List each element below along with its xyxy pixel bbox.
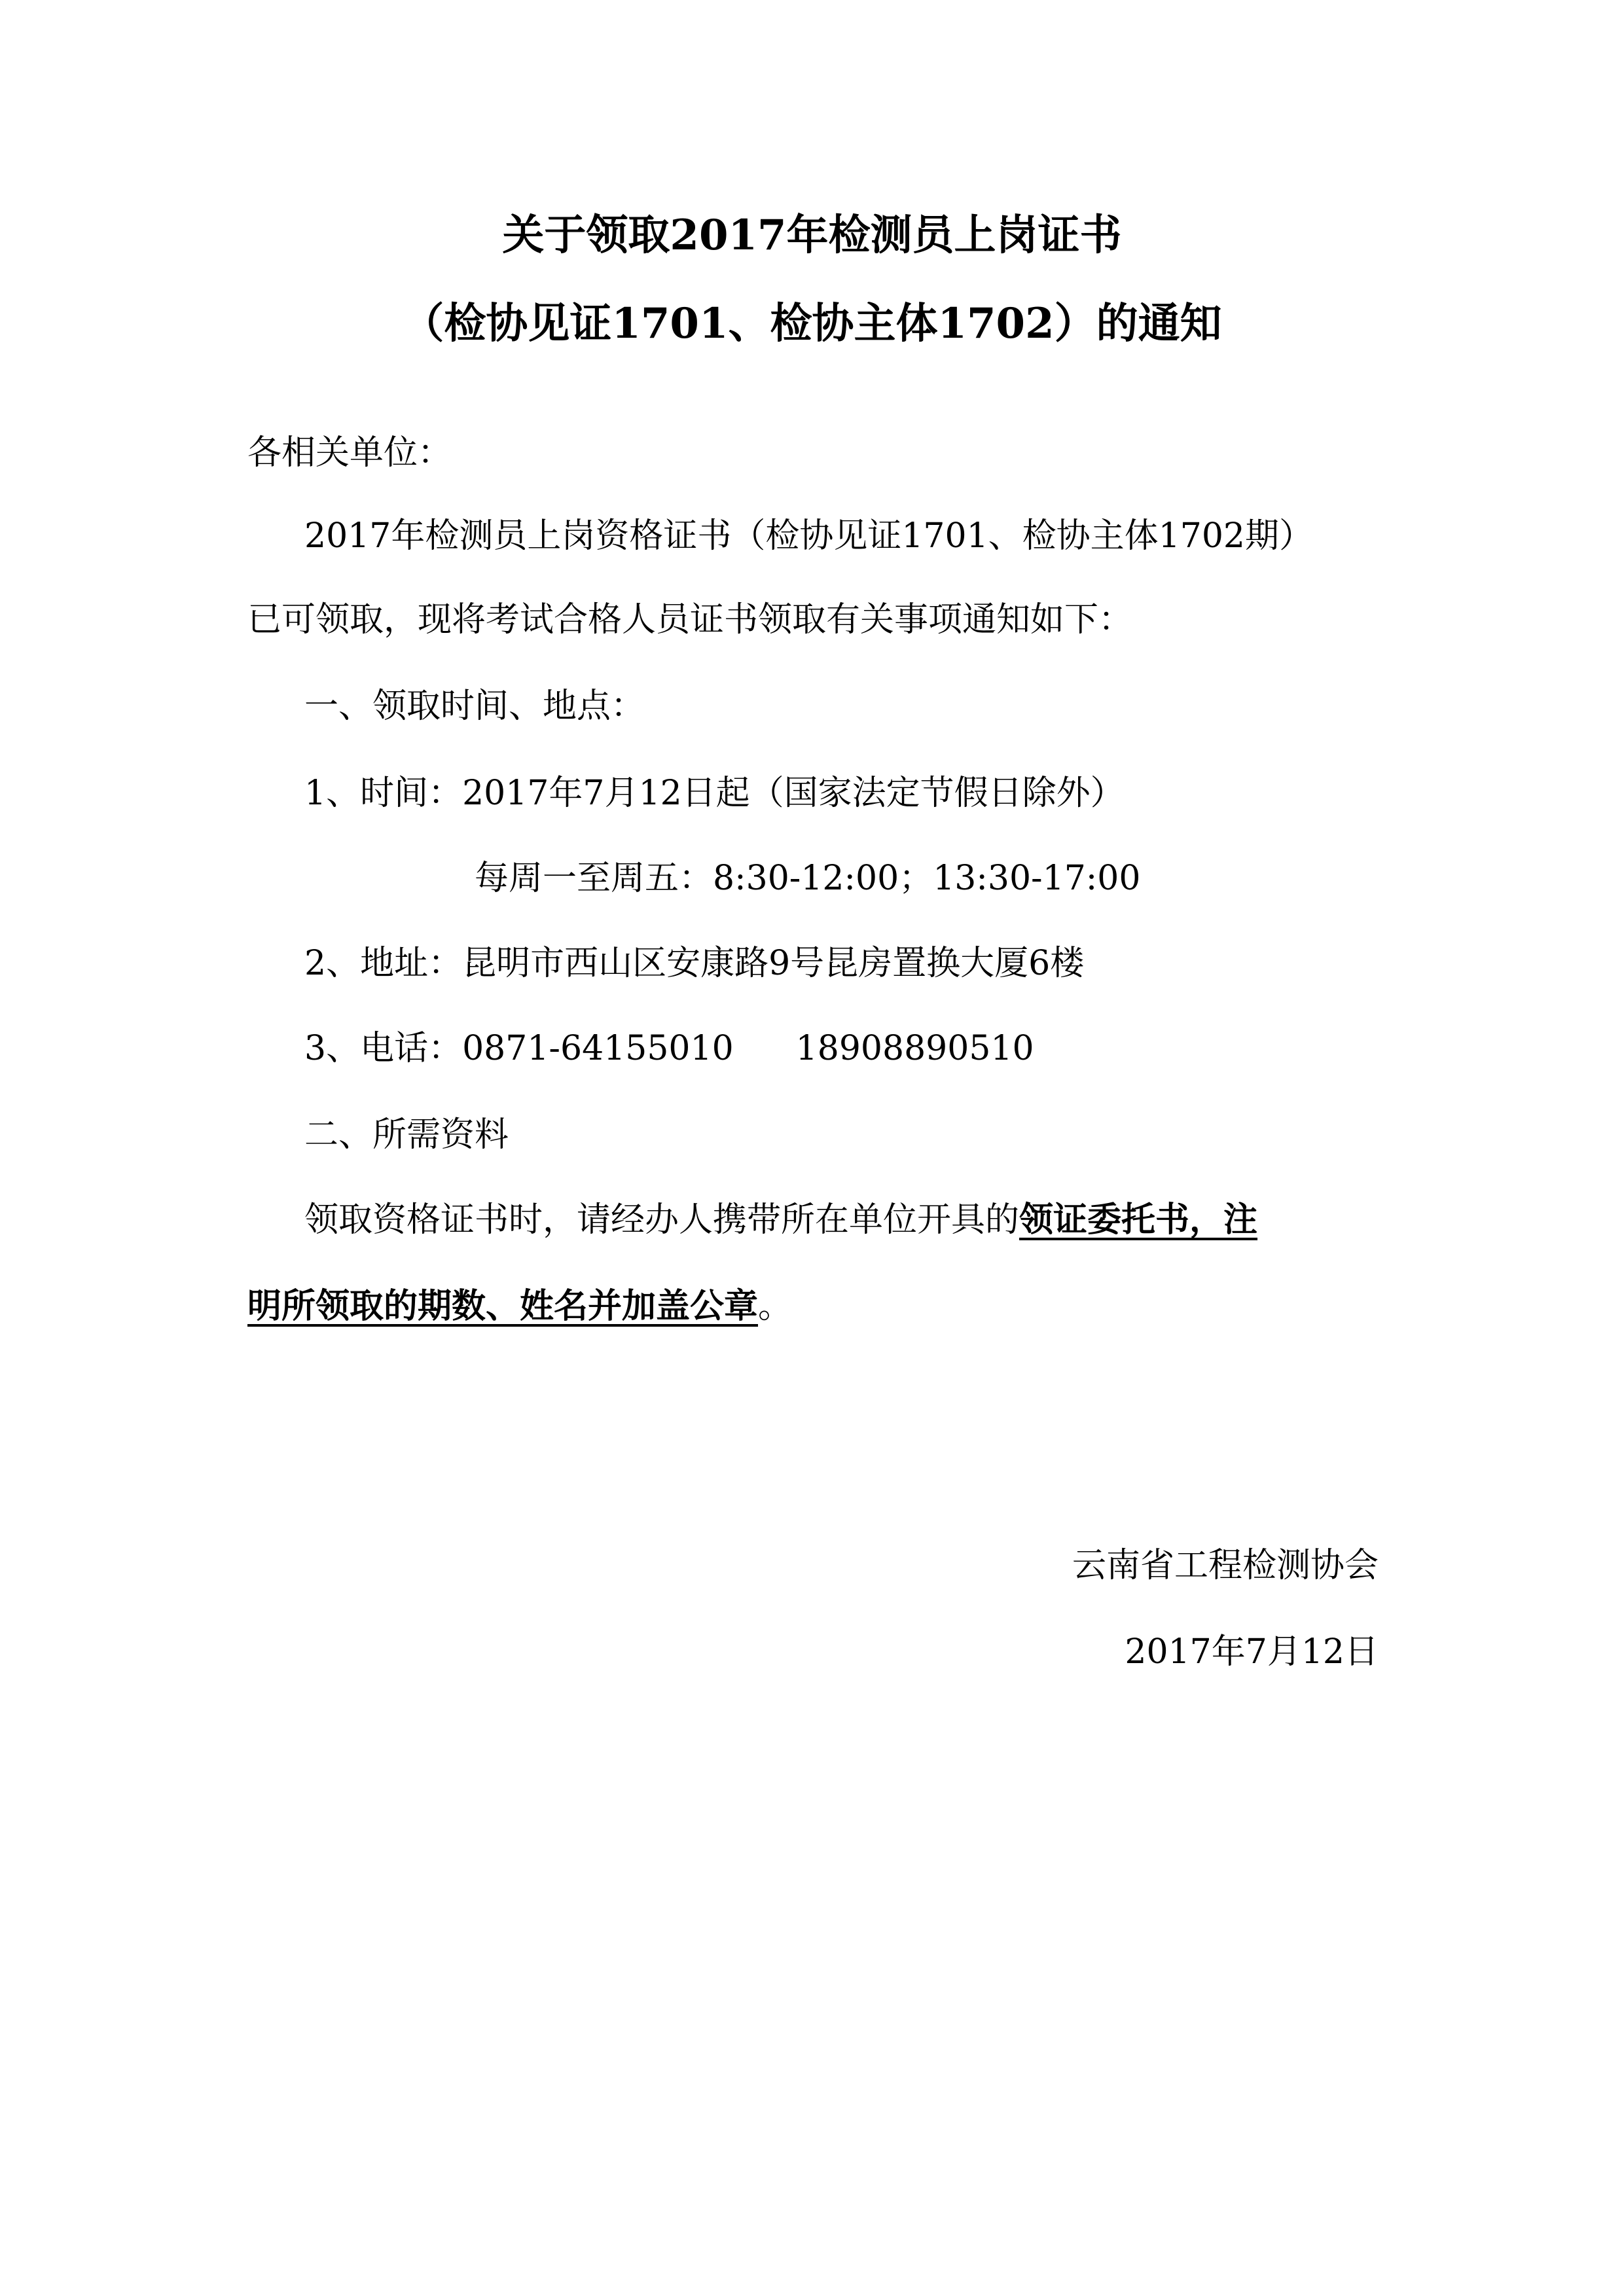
- intro-line2: 已可领取，现将考试合格人员证书领取有关事项通知如下：: [247, 600, 1133, 639]
- item-phone-label: 3、电话：: [304, 1029, 463, 1068]
- item-time-hours: 每周一至周五：8:30-12:00；13:30-17:00: [475, 859, 1141, 898]
- material-text: 领取资格证书时，请经办人携带所在单位开具的: [304, 1200, 1020, 1240]
- item-phone: [304, 1026, 1034, 1071]
- salutation: 各相关单位：: [247, 433, 452, 473]
- material-end: 。: [758, 1287, 793, 1326]
- section1-heading: 一、领取时间、地点：: [304, 687, 645, 726]
- material-emphasis-2: 明所领取的期数、姓名并加盖公章: [247, 1286, 759, 1326]
- signature-organization: 云南省工程检测协会: [1072, 1546, 1379, 1585]
- material-line2: [247, 1284, 792, 1329]
- material-emphasis-1: 领证委托书，注: [1019, 1200, 1258, 1240]
- material-line1: [304, 1198, 1257, 1242]
- phone-number-2: 18908890510: [795, 1029, 1034, 1068]
- document-title-line1: 关于领取2017年检测员上岗证书: [502, 211, 1122, 260]
- section2-heading: 二、所需资料: [304, 1115, 509, 1155]
- document-title-line2: （检协见证1701、检协主体1702）的通知: [402, 299, 1222, 348]
- item-address: 2、地址：昆明市西山区安康路9号昆房置换大厦6楼: [304, 944, 1085, 983]
- item-time: 1、时间：2017年7月12日起（国家法定节假日除外）: [304, 774, 1125, 813]
- phone-number-1: 0871-64155010: [462, 1029, 734, 1068]
- intro-line1: 2017年检测员上岗资格证书（检协见证1701、检协主体1702期）: [304, 516, 1314, 556]
- signature-date: 2017年7月12日: [1125, 1632, 1379, 1672]
